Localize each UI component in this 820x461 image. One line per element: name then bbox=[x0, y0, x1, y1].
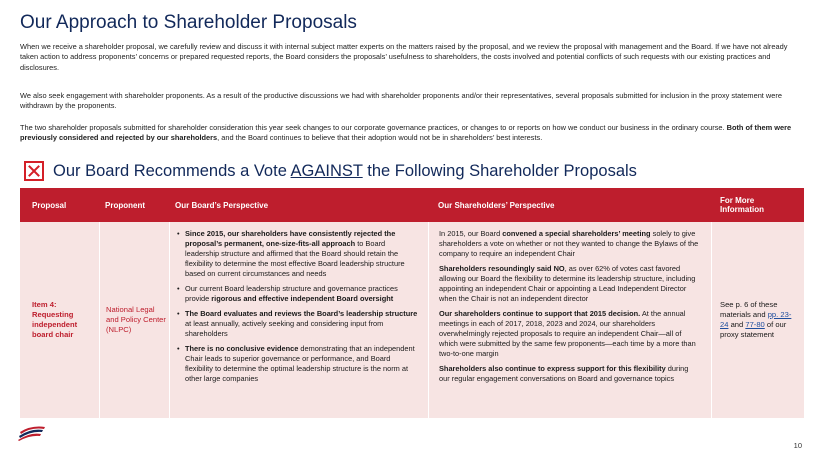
cell-shareholders-perspective bbox=[428, 222, 711, 418]
recommendation-text: Our Board Recommends a Vote AGAINST the Following Shareholder Proposals bbox=[53, 161, 637, 180]
more-info-text: See p. 6 of these materials and pp. 23-24 and 77-80 of our proxy statement bbox=[720, 299, 792, 340]
board-point-4: • There is no conclusive evidence demonstrating that an independent Chair leads to superior governance or performance, and Board flexibility to determine the optimal leadership structure is the norm at other large companies bbox=[177, 344, 418, 384]
board-point-3: • The Board evaluates and reviews the Board’s leadership structure at least annually, actively seeking and considering input from shareholders bbox=[177, 309, 418, 339]
shareholder-point-2: Shareholders resoundingly said NO, as over 62% of votes cast favored allowing our Board the flexibility to determine its leadership structure, including appointing an independent Chair or appointing a Lead Independent Director when the Chair is not an independent director bbox=[439, 264, 696, 303]
link-pp-23-24[interactable]: pp. 23-24 bbox=[720, 309, 792, 329]
intro-paragraph-2: We also seek engagement with shareholder proponents. As a result of the productive discussions we had with shareholder proponents and/or their representatives, several proposals submitted for inclusion in the proxy statement were withdrawn by the proponents. bbox=[20, 91, 782, 111]
header-more-info: For More Information bbox=[720, 196, 764, 214]
flag-logo-icon bbox=[17, 425, 47, 446]
cell-more-info bbox=[711, 222, 804, 418]
table-row bbox=[20, 222, 804, 418]
table-header bbox=[20, 188, 804, 222]
cell-board-perspective bbox=[169, 222, 428, 418]
proponent-text: National Legal and Policy Center (NLPC) bbox=[106, 305, 166, 334]
proposal-text: Item 4: Requesting independent board chair bbox=[32, 300, 78, 339]
x-box-icon bbox=[24, 161, 44, 181]
shareholder-point-4: Shareholders also continue to express support for this flexibility during our regular engagement conversations on Board and governance topics bbox=[439, 364, 689, 383]
shareholder-point-3: Our shareholders continue to support that 2015 decision. At the annual meetings in each of 2017, 2018, 2023 and 2024, our shareholders overwhelmingly rejected proposals to require an independent Chair—all of which were submitted by the same few proponents—each time by a more than two-to-one margin bbox=[439, 309, 696, 358]
header-proposal: Proposal bbox=[32, 200, 67, 210]
cell-proponent bbox=[99, 222, 169, 418]
header-proponent: Proponent bbox=[105, 200, 145, 210]
page-number: 10 bbox=[793, 441, 802, 450]
board-point-2: • Our current Board leadership structure and governance practices provide rigorous and effective independent Board oversight bbox=[177, 284, 418, 304]
header-board-perspective: Our Board’s Perspective bbox=[175, 200, 269, 210]
intro-paragraph-1: When we receive a shareholder proposal, we carefully review and discuss it with internal subject matter experts on the matters raised by the proposal, and we review the proposal with management and the Board. If we have not already taken action to address proponents’ concerns or prepared requested reports, the Board considers the proposals’ usefulness to shareholders, the costs involved and potential conflicts of such requests with our existing practices and disclosures. bbox=[20, 42, 788, 72]
recommendation-heading bbox=[24, 160, 637, 182]
link-pp-77-80[interactable]: 77-80 bbox=[745, 320, 765, 329]
page-title: Our Approach to Shareholder Proposals bbox=[20, 12, 357, 33]
intro-paragraph-3: The two shareholder proposals submitted for shareholder consideration this year seek changes to our corporate governance practices, or changes to or reports on how we conduct our business in the ordinary course. Both of them were previously considered and rejected by our shareholders, and the Board continues to believe that their adoption would not be in shareholders’ best interests. bbox=[20, 123, 792, 143]
proposals-table bbox=[20, 188, 804, 418]
shareholder-point-1: In 2015, our Board convened a special shareholders’ meeting solely to give shareholders a vote on whether or not they wanted to change the Bylaws of the company to require an independent Chair bbox=[439, 229, 699, 258]
cell-proposal bbox=[20, 222, 99, 418]
board-point-1: • Since 2015, our shareholders have consistently rejected the proposal’s permanent, one-size-fits-all approach to Board leadership structure and affirmed that the Board should retain the flexibility to determine the most effective Board leadership structure based on current circumstances and needs bbox=[177, 229, 418, 279]
header-shareholders-perspective: Our Shareholders’ Perspective bbox=[438, 200, 555, 210]
